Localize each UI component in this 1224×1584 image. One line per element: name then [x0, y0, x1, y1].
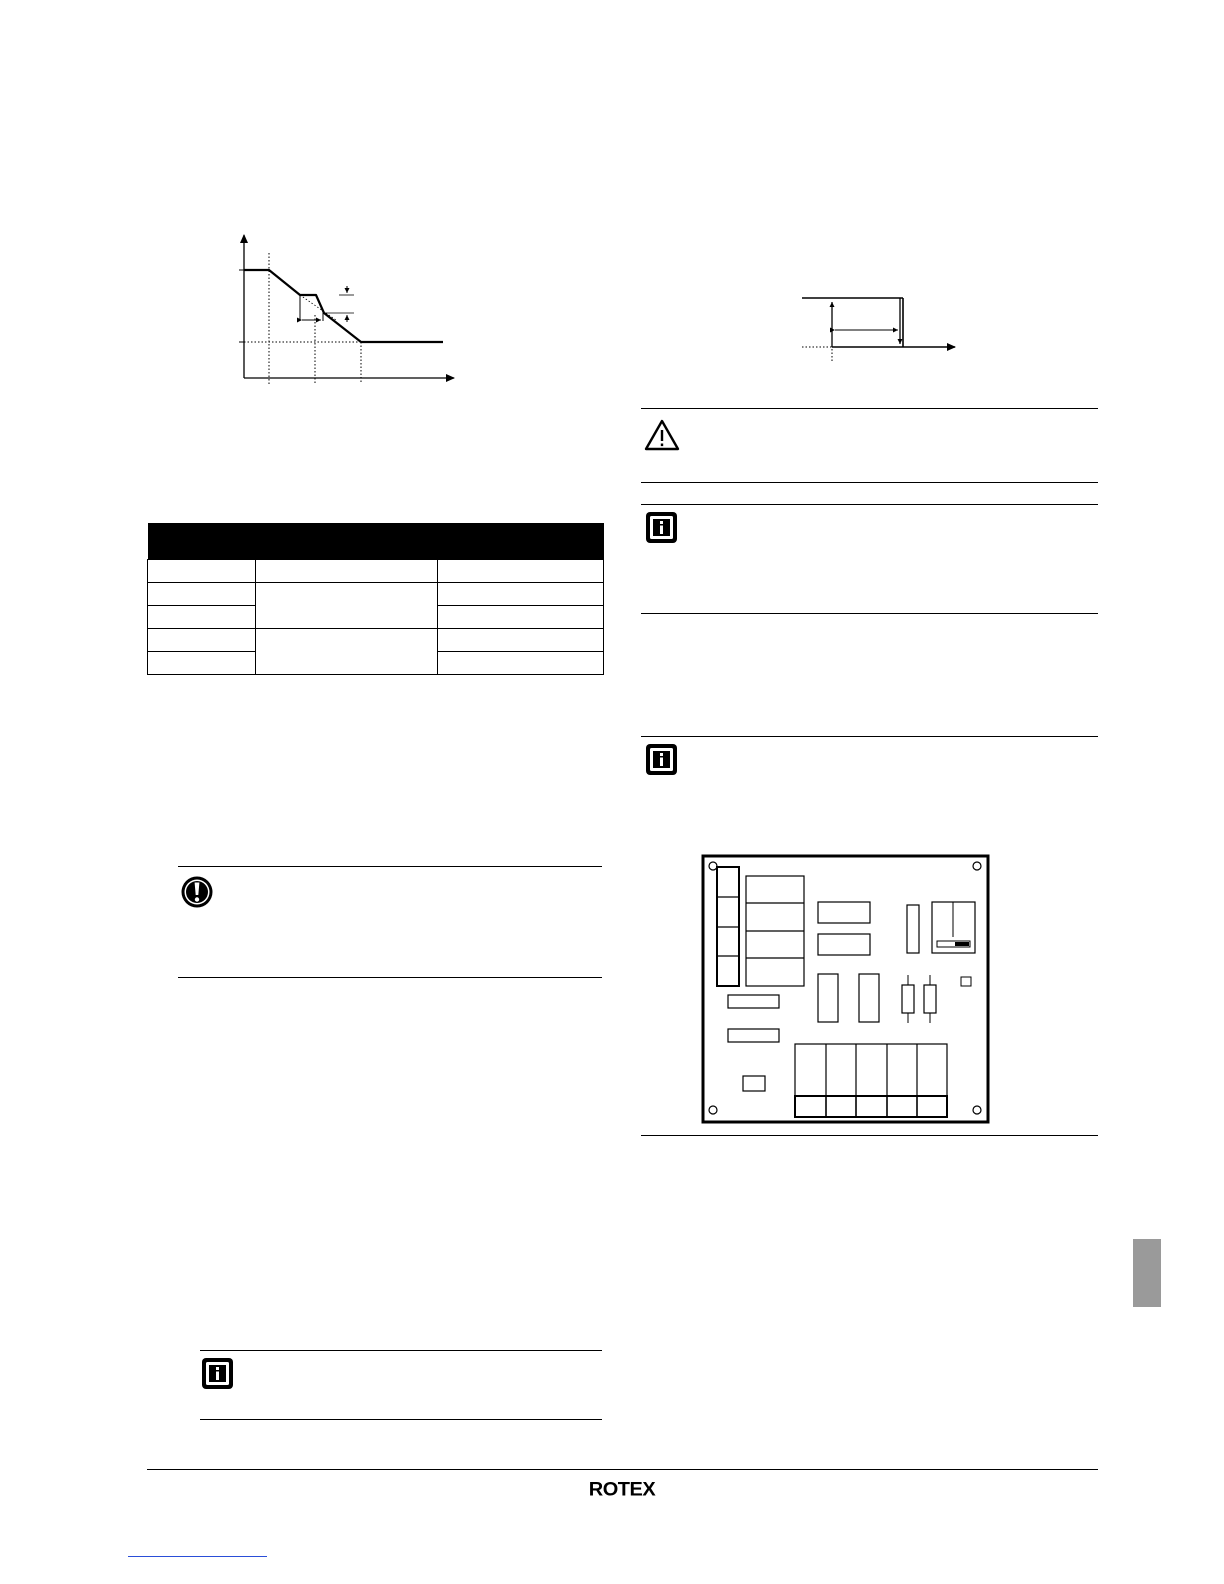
- divider: [641, 482, 1098, 483]
- info-icon: [201, 1357, 234, 1390]
- circuit-board-diagram: [700, 853, 992, 1125]
- warning-triangle-icon: [644, 419, 680, 451]
- link-underline[interactable]: [128, 1556, 267, 1557]
- info-icon: [645, 511, 678, 544]
- table-row: [148, 583, 604, 606]
- divider: [641, 1135, 1098, 1136]
- parameter-table: [147, 523, 604, 675]
- footer-divider: [147, 1469, 1098, 1470]
- table-header-row: [148, 523, 604, 560]
- table-row: [148, 629, 604, 652]
- curve-line: [244, 270, 443, 342]
- divider: [641, 504, 1098, 505]
- section-tab: [1133, 1239, 1161, 1307]
- divider: [641, 613, 1098, 614]
- info-icon: [645, 743, 678, 776]
- brand-logo: ROTEX: [588, 1479, 656, 1501]
- hysteresis-diagram: [795, 290, 960, 365]
- divider: [178, 977, 602, 978]
- setpoint-curve-diagram: [205, 225, 465, 390]
- divider: [200, 1350, 602, 1351]
- table-row: [148, 560, 604, 583]
- divider: [200, 1419, 602, 1420]
- divider: [641, 408, 1098, 409]
- divider: [178, 866, 602, 867]
- divider: [641, 736, 1098, 737]
- exclamation-circle-icon: [180, 875, 214, 909]
